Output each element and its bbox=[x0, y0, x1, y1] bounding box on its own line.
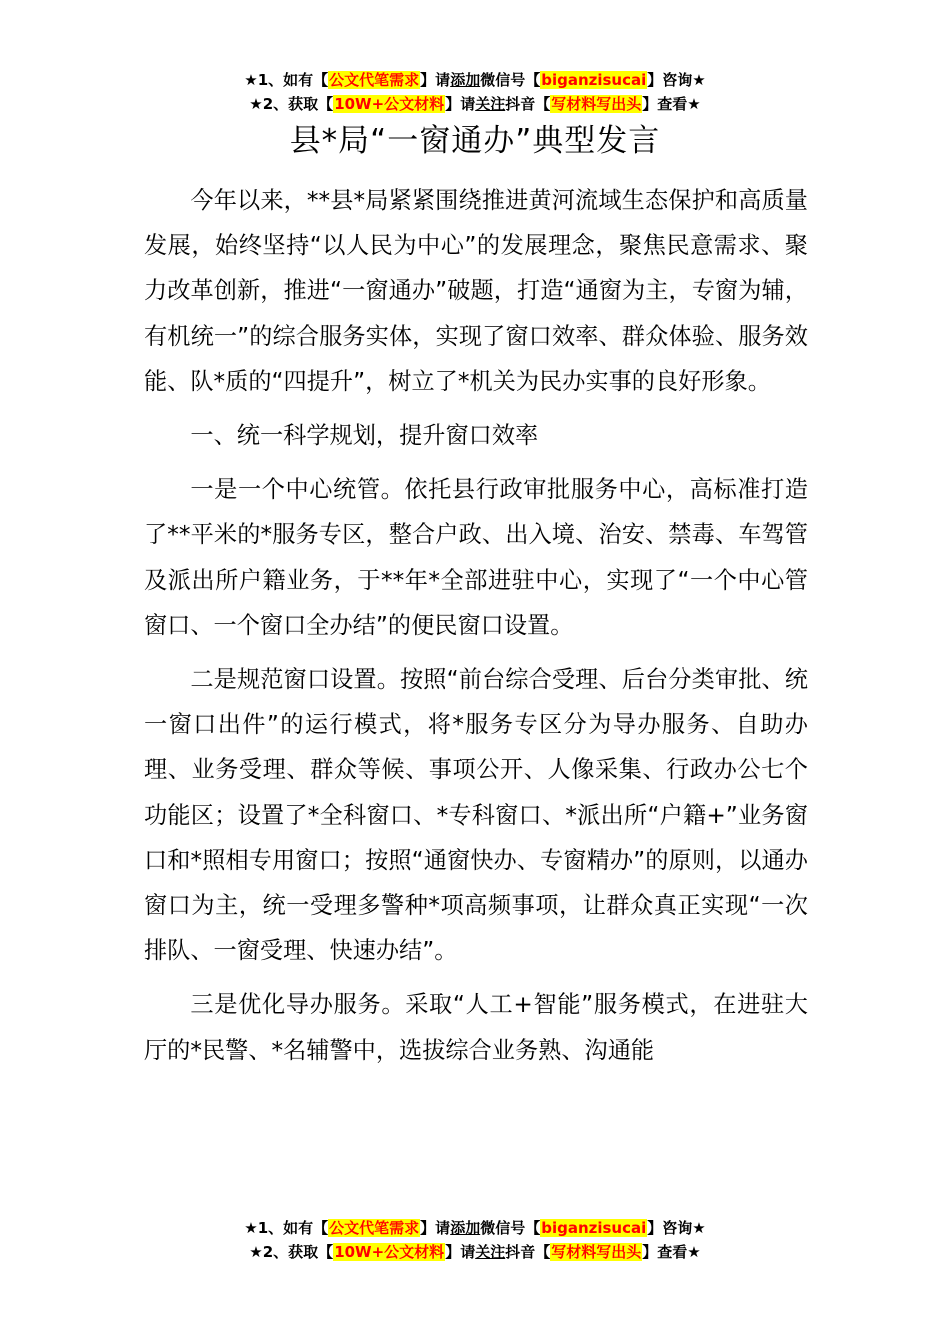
highlight-wechat-id: biganzisucai bbox=[541, 1219, 647, 1237]
promo-line-1: ★1、如有【公文代笔需求】请添加微信号【biganzisucai】咨询★ bbox=[244, 1219, 706, 1237]
highlight-ghostwriting: 公文代笔需求 bbox=[329, 1219, 420, 1237]
promo-line-2: ★2、获取【10W+公文材料】请关注抖音【写材料写出头】查看★ bbox=[249, 95, 701, 113]
highlight-douyin-account: 写材料写出头 bbox=[551, 1243, 642, 1261]
paragraph-guidance-service: 三是优化导办服务。采取“人工+智能”服务模式，在进驻大厅的*民警、*名辅警中，选拔综合业务熟、沟通能 bbox=[144, 991, 808, 1064]
header-promo-banner bbox=[0, 68, 950, 116]
highlight-materials: 10W+公文材料 bbox=[334, 1243, 445, 1261]
promo-line-2: ★2、获取【10W+公文材料】请关注抖音【写材料写出头】查看★ bbox=[249, 1243, 701, 1261]
paragraph-intro: 今年以来，**县*局紧紧围绕推进黄河流域生态保护和高质量发展，始终坚持“以人民为中心”的发展理念，聚焦民意需求、聚力改革创新，推进“一窗通办”破题，打造“通窗为主，专窗为辅，有机统一”的综合服务实体，实现了窗口效率、群众体验、服务效能、队*质的“四提升”，树立了*机关为民办实事的良好形象。 bbox=[144, 187, 808, 395]
document-title: 县*局“一窗通办”典型发言 bbox=[289, 123, 661, 159]
paragraph-one-center: 一是一个中心统管。依托县行政审批服务中心，高标准打造了**平米的*服务专区，整合户政、出入境、治安、禁毒、车驾管及派出所户籍业务，于**年*全部进驻中心，实现了“一个中心管窗口、一个窗口全办结”的便民窗口设置。 bbox=[144, 476, 808, 639]
footer-promo-banner bbox=[0, 1216, 950, 1264]
highlight-douyin-account: 写材料写出头 bbox=[551, 95, 642, 113]
highlight-ghostwriting: 公文代笔需求 bbox=[329, 71, 420, 89]
promo-line-1: ★1、如有【公文代笔需求】请添加微信号【biganzisucai】咨询★ bbox=[244, 71, 706, 89]
document-body bbox=[144, 178, 808, 1082]
highlight-materials: 10W+公文材料 bbox=[334, 95, 445, 113]
paragraph-window-setup: 二是规范窗口设置。按照“前台综合受理、后台分类审批、统一窗口出件”的运行模式，将*服务专区分为导办服务、自助办理、业务受理、群众等候、事项公开、人像采集、行政办公七个功能区；设置了*全科窗口、*专科窗口、*派出所“户籍+”业务窗口和*照相专用窗口；按照“通窗快办、专窗精办”的原则，以通办窗口为主，统一受理多警种*项高频事项，让群众真正实现“一次排队、一窗受理、快速办结”。 bbox=[144, 666, 808, 965]
highlight-wechat-id: biganzisucai bbox=[541, 71, 647, 89]
section-heading-1: 一、统一科学规划，提升窗口效率 bbox=[190, 422, 539, 450]
